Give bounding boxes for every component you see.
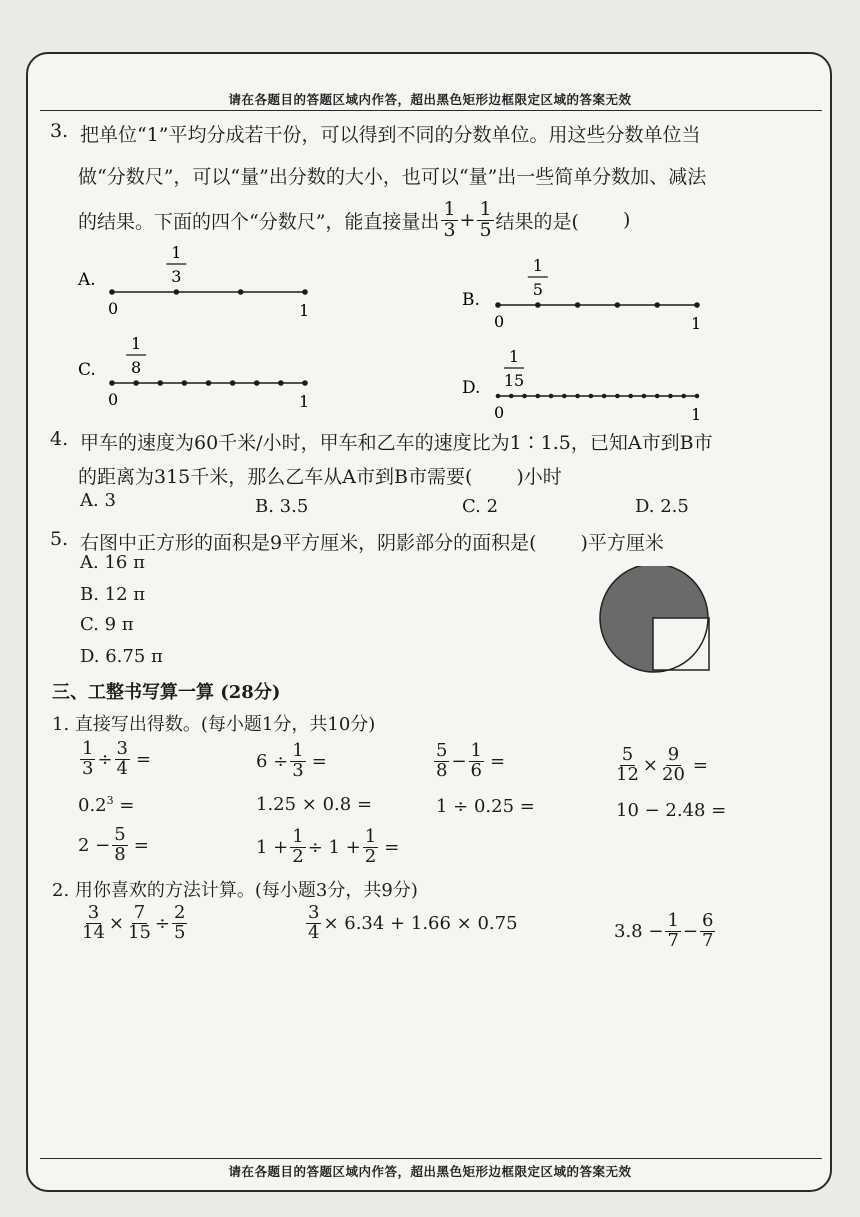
q5-text-main: 右图中正方形的面积是9平方厘米，阴影部分的面积是( [80, 532, 537, 554]
fraction: $\frac{3}{14}$ [82, 902, 105, 943]
q4-option-c[interactable]: C. 2 [462, 496, 499, 517]
q5-text [80, 528, 664, 555]
fraction: $\frac{1}{3}$ [292, 740, 304, 781]
q3-fraction-one-third: $\frac{1}{3}$ [443, 198, 456, 241]
ruler-tick-dot [575, 302, 581, 308]
ruler-tick-dot [575, 394, 580, 399]
calc-1 [78, 740, 151, 779]
fraction: $\frac{5}{8}$ [436, 740, 448, 781]
ruler-tick-dot [668, 394, 673, 399]
ruler-tick-dot [254, 380, 260, 386]
fraction: $\frac{1}{7}$ [667, 910, 679, 951]
operator: × [642, 754, 658, 776]
ruler-tick-dot [655, 394, 660, 399]
operator: ÷ [97, 748, 113, 770]
ruler-tick-dot [157, 380, 163, 386]
ruler-tick-dot [495, 302, 501, 308]
ruler-one-label: 1 [299, 392, 310, 411]
equals: = [119, 795, 135, 816]
ruler-tick-dot [589, 394, 594, 399]
q3-line3-tail: 结果的是( [495, 210, 579, 233]
ruler-zero-label: 0 [494, 403, 505, 422]
fraction: $\frac{1}{3}$ [82, 738, 94, 779]
ruler-option-letter: C. [78, 360, 96, 380]
bottom-notice: 请在各题目的答题区域内作答，超出黑色矩形边框限定区域的答案无效 [228, 1164, 632, 1179]
equals: = [384, 836, 400, 858]
q3-plus: + [459, 209, 476, 232]
circle-square-figure [596, 566, 716, 676]
fraction: $\frac{1}{6}$ [470, 740, 482, 781]
operand: 3.8 − [614, 920, 664, 942]
ruler-label-denominator: 5 [532, 280, 543, 299]
equals: = [136, 748, 152, 770]
ruler-tick-dot [549, 394, 554, 399]
ruler-label-numerator: 1 [532, 256, 543, 275]
q3-line2: 做“分数尺”，可以“量”出分数的大小，也可以“量”出一些简单分数加、减法 [78, 166, 707, 188]
ruler-tick-dot [681, 394, 686, 399]
ruler-tick-dot [174, 289, 180, 295]
q4-line2-text: 的距离为315千米，那么乙车从A市到B市需要( [78, 466, 473, 488]
ruler-tick-dot [230, 380, 236, 386]
q5-option-d[interactable]: D. 6.75 π [80, 646, 163, 667]
fraction: $\frac{1}{2}$ [364, 826, 377, 867]
q3-number: 3. [50, 120, 69, 142]
expression-rest: × 6.34 + 1.66 × 0.75 [323, 912, 518, 934]
ruler-tick-dot [302, 380, 308, 386]
calc-9 [78, 826, 149, 865]
fraction: $\frac{9}{20}$ [662, 744, 685, 785]
base: 0.2 [78, 795, 107, 816]
fraction: $\frac{3}{4}$ [116, 738, 128, 779]
ruler-tick-dot [535, 302, 541, 308]
ruler-tick-dot [695, 394, 700, 399]
q4-line2 [78, 462, 562, 489]
calc2-3 [614, 912, 717, 951]
operand: 1 + [256, 836, 289, 858]
ruler-tick-dot [615, 302, 621, 308]
operand: 6 ÷ [256, 750, 289, 772]
q3-fraction-one-fifth: $\frac{1}{5}$ [479, 198, 492, 241]
ruler-tick-dot [133, 380, 139, 386]
ruler-tick-dot [654, 302, 660, 308]
fraction-rulers [0, 0, 860, 430]
ruler-label-denominator: 8 [131, 358, 142, 377]
part1-title: 1. 直接写出得数。(每小题1分，共10分) [52, 714, 376, 735]
ruler-zero-label: 0 [108, 390, 119, 409]
ruler-tick-dot [628, 394, 633, 399]
operand: 2 − [78, 834, 111, 856]
q5-text-tail: )平方厘米 [580, 532, 664, 554]
calc-2 [256, 742, 327, 781]
fraction: $\frac{2}{5}$ [174, 902, 186, 943]
q3-line1: 把单位“1”平均分成若干份，可以得到不同的分数单位。用这些分数单位当 [80, 124, 701, 146]
q4-line2-tail: )小时 [516, 466, 562, 488]
calc-7: 1 ÷ 0.25 = [436, 796, 535, 817]
ruler-label-numerator: 1 [131, 334, 142, 353]
calc-3 [432, 742, 505, 781]
operator: × [108, 912, 124, 934]
ruler-one-label: 1 [299, 301, 310, 320]
q5-option-a[interactable]: A. 16 π [80, 552, 145, 573]
calc2-2 [304, 904, 518, 943]
exponent: 3 [106, 794, 114, 807]
section-3-title: 三、工整书写算一算 (28分) [52, 682, 281, 703]
ruler-tick-dot [182, 380, 188, 386]
calc-6: 1.25 × 0.8 = [256, 794, 373, 815]
ruler-tick-dot [509, 394, 514, 399]
part2-title: 2. 用你喜欢的方法计算。(每小题3分，共9分) [52, 880, 418, 901]
bottom-divider [40, 1158, 822, 1159]
ruler-tick-dot [109, 380, 115, 386]
ruler-tick-dot [206, 380, 212, 386]
q5-option-c[interactable]: C. 9 π [80, 614, 134, 635]
calc-5 [78, 794, 134, 816]
ruler-one-label: 1 [691, 314, 702, 333]
ruler-label-denominator: 3 [171, 267, 182, 286]
fraction: $\frac{3}{4}$ [308, 902, 320, 943]
operator: ÷ 1 + [307, 836, 361, 858]
ruler-one-label: 1 [691, 405, 702, 424]
q5-option-b[interactable]: B. 12 π [80, 584, 146, 605]
ruler-option-letter: B. [462, 290, 480, 310]
ruler-option-letter: A. [78, 270, 96, 290]
q5-number: 5. [50, 528, 69, 550]
ruler-option-letter: D. [462, 378, 481, 398]
q4-number: 4. [50, 428, 69, 450]
operator: − [451, 750, 467, 772]
calc2-1 [78, 904, 189, 943]
ruler-tick-dot [302, 289, 308, 295]
equals: = [490, 750, 506, 772]
calc-8: 10 − 2.48 = [616, 800, 727, 821]
operator: − [682, 920, 698, 942]
ruler-label-numerator: 1 [508, 347, 520, 366]
ruler-tick-dot [642, 394, 647, 399]
ruler-zero-label: 0 [108, 299, 119, 318]
calc-4 [612, 746, 708, 785]
fraction: $\frac{6}{7}$ [701, 910, 714, 951]
top-notice: 请在各题目的答题区域内作答，超出黑色矩形边框限定区域的答案无效 [228, 92, 632, 107]
fraction: $\frac{5}{8}$ [114, 824, 126, 865]
fraction: $\frac{5}{12}$ [616, 744, 639, 785]
q3-line3-text: 的结果。下面的四个“分数尺”，能直接量出 [78, 210, 440, 233]
ruler-label-denominator: 15 [503, 371, 525, 390]
ruler-tick-dot [522, 394, 527, 399]
operator: ÷ [154, 912, 170, 934]
fraction: $\frac{1}{2}$ [292, 826, 304, 867]
ruler-tick-dot [694, 302, 700, 308]
ruler-tick-dot [278, 380, 284, 386]
q4-option-a[interactable]: A. 3 [80, 490, 116, 511]
ruler-zero-label: 0 [494, 312, 505, 331]
ruler-tick-dot [238, 289, 244, 295]
calc-10 [256, 828, 399, 867]
fraction: $\frac{7}{15}$ [128, 902, 151, 943]
q4-option-d[interactable]: D. 2.5 [635, 496, 689, 517]
equals: = [311, 750, 327, 772]
ruler-tick-dot [615, 394, 620, 399]
ruler-tick-dot [109, 289, 115, 295]
q4-option-b[interactable]: B. 3.5 [255, 496, 309, 517]
ruler-tick-dot [602, 394, 607, 399]
ruler-label-numerator: 1 [171, 243, 182, 262]
q3-line3-close: ) [622, 209, 631, 232]
equals: = [133, 834, 149, 856]
ruler-tick-dot [536, 394, 541, 399]
ruler-tick-dot [496, 394, 501, 399]
q4-line1: 甲车的速度为60千米/小时，甲车和乙车的速度比为1∶1.5，已知A市到B市 [80, 432, 713, 454]
ruler-tick-dot [562, 394, 567, 399]
equals: = [692, 754, 708, 776]
